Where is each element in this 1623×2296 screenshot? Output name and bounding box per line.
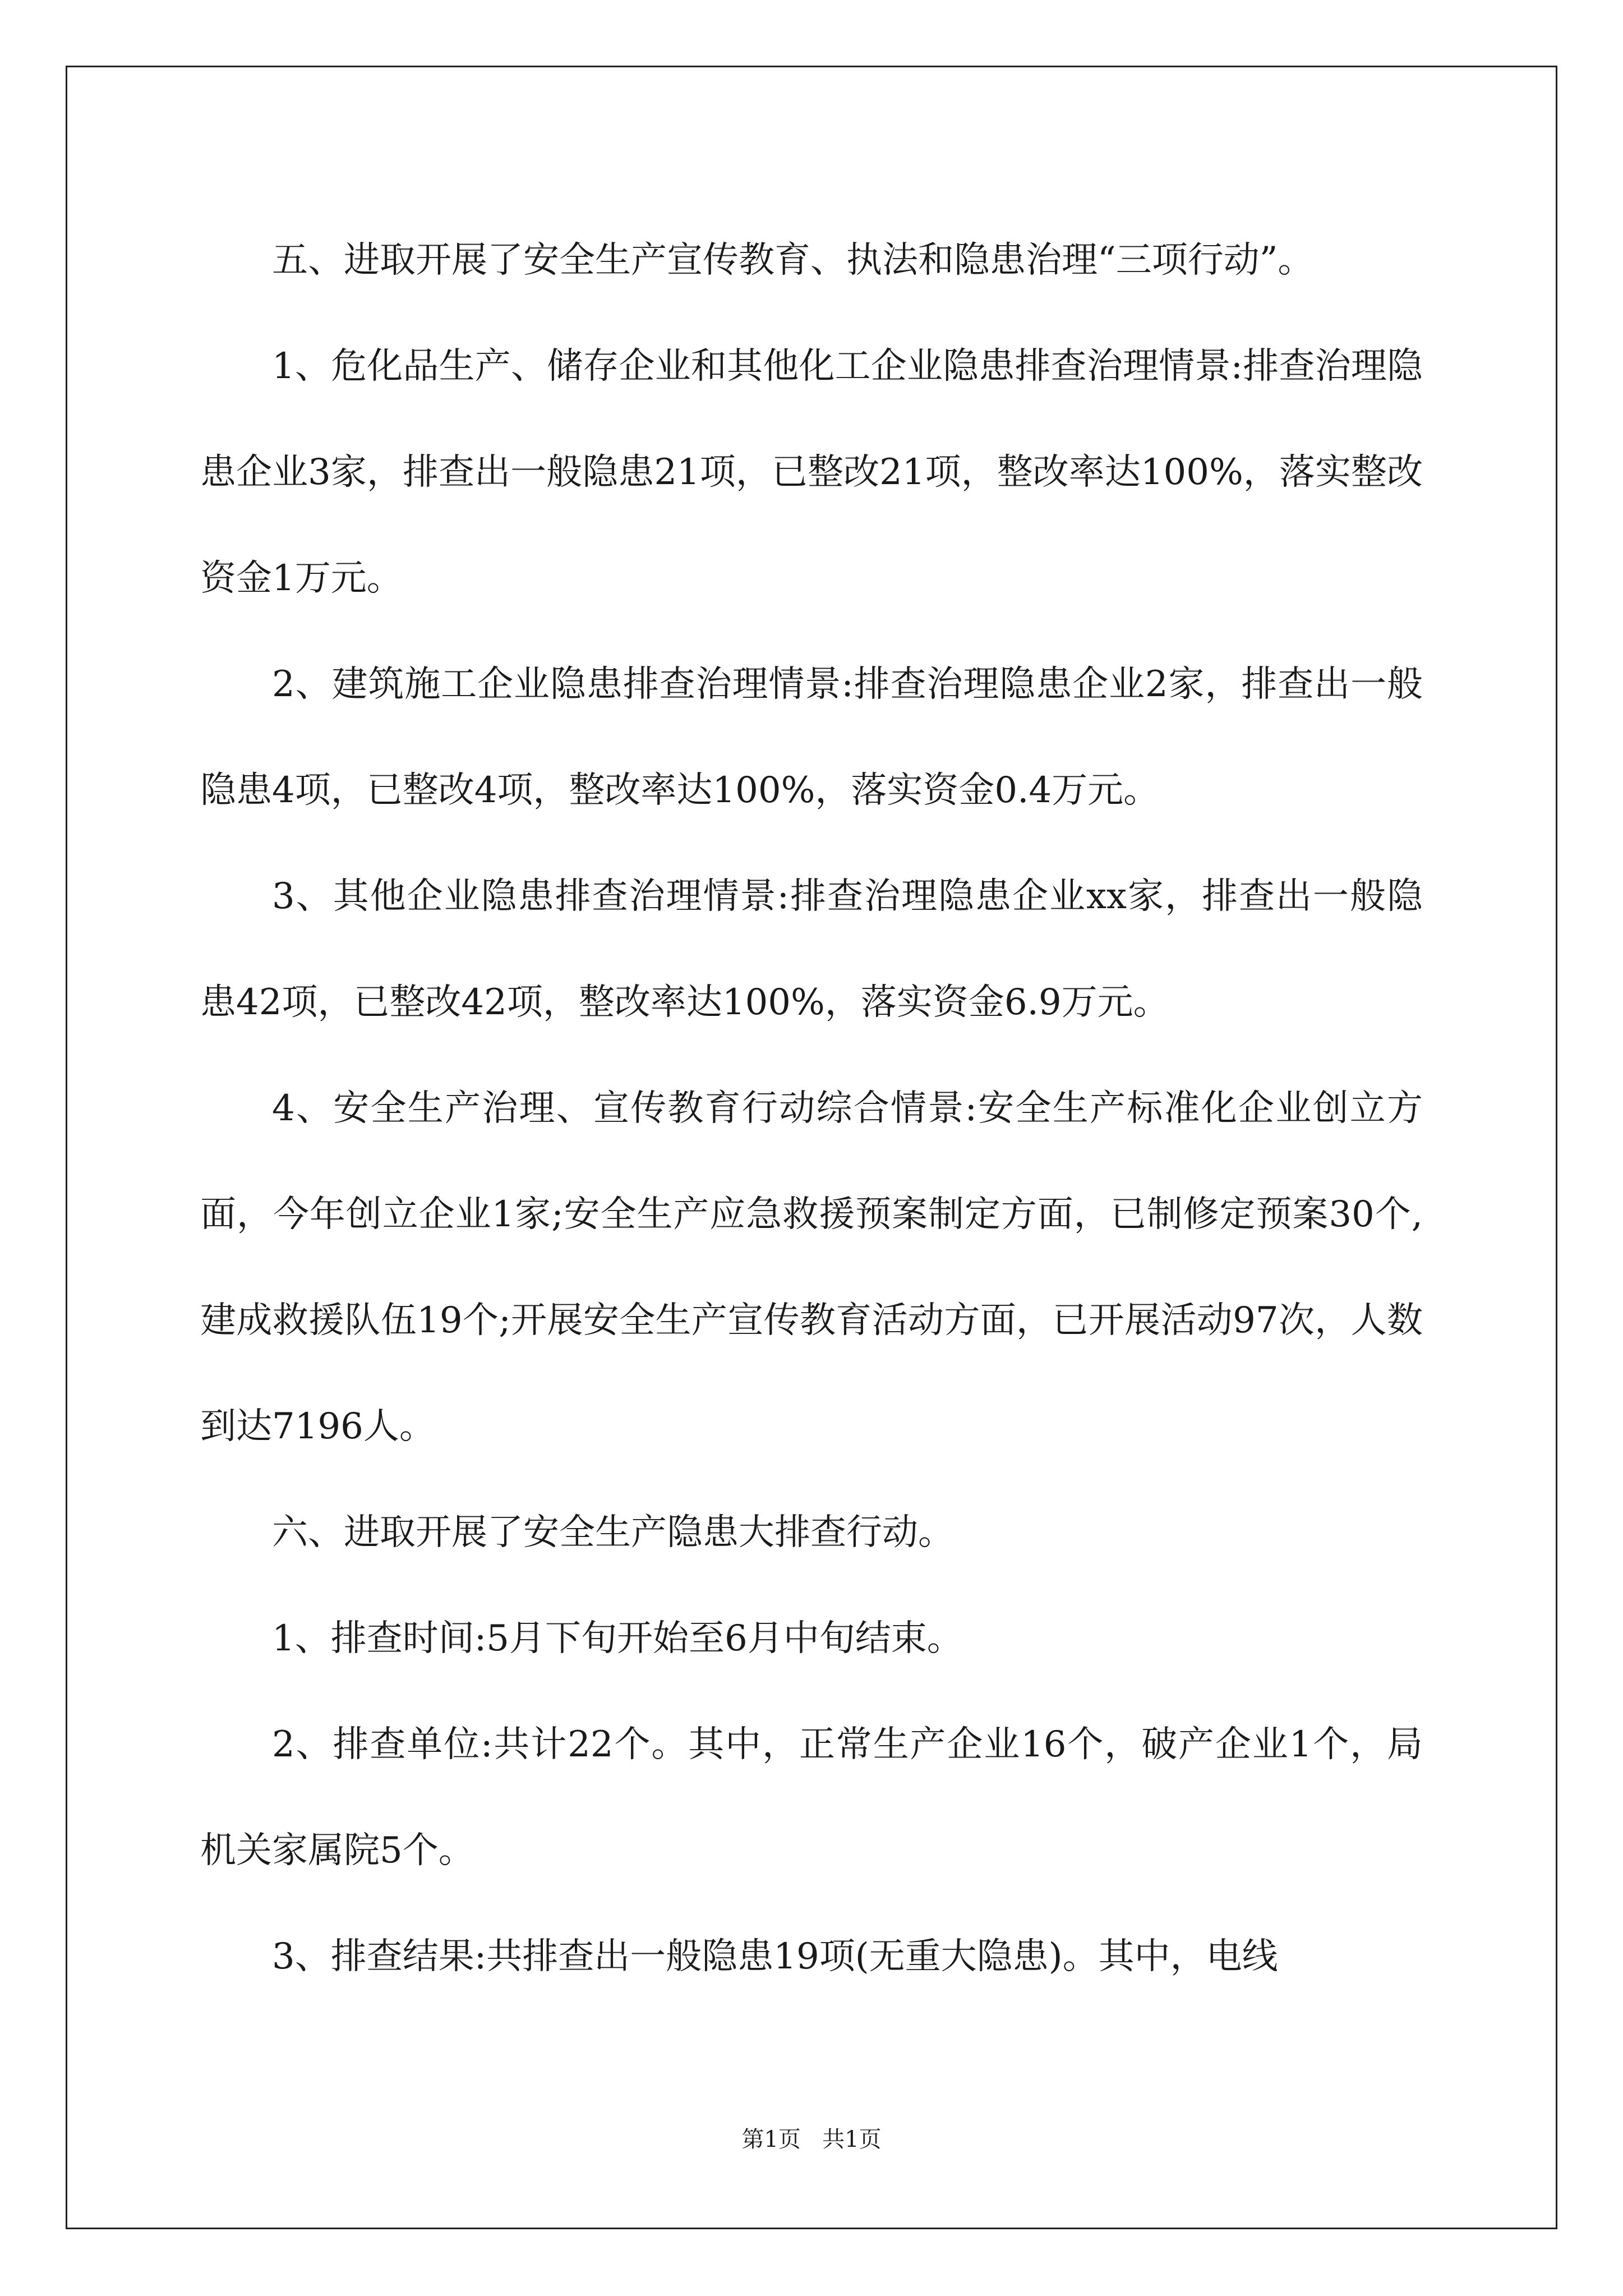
section-heading: 五、进取开展了安全生产宣传教育、执法和隐患治理“三项行动”。 — [272, 240, 1314, 281]
paragraph: 1、危化品生产、储存企业和其他化工企业隐患排查治理情景:排查治理隐患企业3家，排查出一般隐患21项，已整改21项，整改率达100%，落实整改资金1万元。 — [200, 346, 1423, 599]
page-footer — [0, 2124, 1623, 2155]
paragraph: 3、其他企业隐患排查治理情景:排查治理隐患企业xx家，排查出一般隐患42项，已整改42项，整改率达100%，落实资金6.9万元。 — [200, 876, 1423, 1023]
paragraph: 2、排查单位:共计22个。其中，正常生产企业16个，破产企业1个，局机关家属院5个。 — [200, 1724, 1423, 1871]
paragraph: 1、排查时间:5月下旬开始至6月中旬结束。 — [272, 1618, 963, 1659]
section-heading: 六、进取开展了安全生产隐患大排查行动。 — [272, 1512, 954, 1553]
page-total: 共1页 — [822, 2127, 882, 2152]
paragraph: 3、排查结果:共排查出一般隐患19项(无重大隐患)。其中，电线 — [272, 1936, 1278, 1977]
paragraph: 4、安全生产治理、宣传教育行动综合情景:安全生产标准化企业创立方面，今年创立企业1家;安全生产应急救援预案制定方面，已制修定预案30个,建成救援队伍19个;开展安全生产宣传教育活动方面，已开展活动97次，人数到达7196人。 — [200, 1088, 1423, 1447]
page-number: 第1页 — [741, 2127, 801, 2152]
document-body — [200, 208, 1423, 2010]
paragraph: 2、建筑施工企业隐患排查治理情景:排查治理隐患企业2家，排查出一般隐患4项，已整改4项，整改率达100%，落实资金0.4万元。 — [200, 664, 1423, 811]
footer-gap — [801, 2127, 822, 2152]
